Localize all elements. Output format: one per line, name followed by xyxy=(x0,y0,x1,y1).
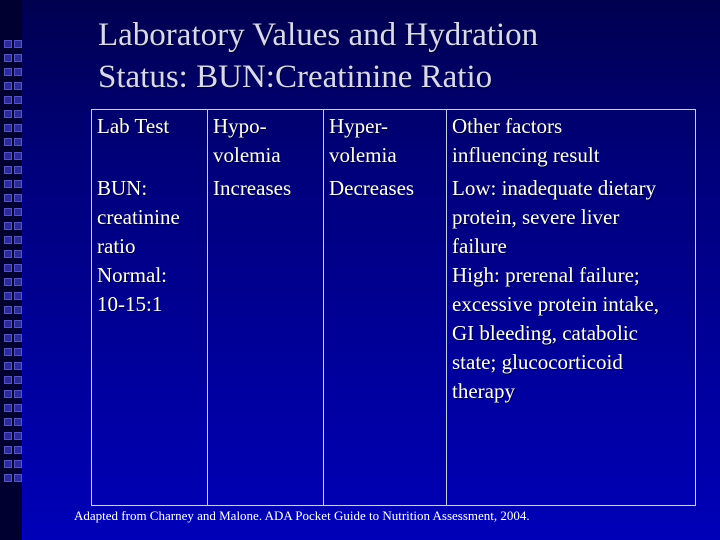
decorative-square xyxy=(14,82,22,90)
decorative-square xyxy=(14,152,22,160)
header-hypervolemia-line-2: volemia xyxy=(329,143,397,167)
decorative-square xyxy=(14,278,22,286)
decorative-square xyxy=(14,222,22,230)
other-factors-line-5: excessive protein intake, xyxy=(452,292,660,316)
header-other-factors-line-2: influencing result xyxy=(452,143,600,167)
table-row xyxy=(92,172,696,506)
square-bullets-column-right xyxy=(14,40,23,488)
decorative-square xyxy=(4,362,12,370)
decorative-square xyxy=(14,180,22,188)
decorative-square xyxy=(14,250,22,258)
decorative-square xyxy=(14,404,22,412)
header-other-factors xyxy=(447,110,696,173)
hypervolemia-value: Decreases xyxy=(329,176,415,200)
decorative-square xyxy=(4,432,12,440)
cell-hypervolemia xyxy=(324,172,447,506)
decorative-square xyxy=(14,418,22,426)
other-factors-line-8: therapy xyxy=(452,379,515,403)
decorative-square xyxy=(14,236,22,244)
decorative-square xyxy=(4,236,12,244)
decorative-square xyxy=(4,138,12,146)
decorative-square xyxy=(4,152,12,160)
decorative-square xyxy=(14,208,22,216)
lab-test-line-4: Normal: xyxy=(97,263,167,287)
cell-hypovolemia xyxy=(208,172,324,506)
decorative-square xyxy=(4,292,12,300)
decorative-square xyxy=(14,474,22,482)
decorative-square xyxy=(14,334,22,342)
decorative-square xyxy=(14,348,22,356)
decorative-square xyxy=(4,404,12,412)
decorative-square xyxy=(14,362,22,370)
decorative-sidebar xyxy=(0,0,22,540)
decorative-square xyxy=(4,110,12,118)
decorative-square xyxy=(4,222,12,230)
decorative-square xyxy=(14,390,22,398)
slide-title-line-2: Status: BUN:Creatinine Ratio xyxy=(98,59,493,95)
other-factors-line-1: Low: inadequate dietary xyxy=(452,176,657,200)
decorative-square xyxy=(4,166,12,174)
decorative-square xyxy=(14,376,22,384)
square-bullets-column-left xyxy=(4,40,13,488)
hypovolemia-value: Increases xyxy=(213,176,292,200)
decorative-square xyxy=(4,208,12,216)
cell-other-factors xyxy=(447,172,696,506)
other-factors-line-4: High: prerenal failure; xyxy=(452,263,640,287)
lab-values-table xyxy=(91,109,696,506)
decorative-square xyxy=(4,250,12,258)
decorative-square xyxy=(14,138,22,146)
decorative-square xyxy=(4,180,12,188)
decorative-square xyxy=(14,446,22,454)
header-lab-test-line-1: Lab Test xyxy=(97,114,170,138)
lab-test-line-5: 10-15:1 xyxy=(97,292,163,316)
citation-footnote: Adapted from Charney and Malone. ADA Pocket Guide to Nutrition Assessment, 2004. xyxy=(74,508,530,523)
cell-lab-test xyxy=(92,172,208,506)
decorative-square xyxy=(14,320,22,328)
header-hypovolemia-line-2: volemia xyxy=(213,143,281,167)
header-hypervolemia xyxy=(324,110,447,173)
decorative-square xyxy=(14,40,22,48)
decorative-square xyxy=(14,124,22,132)
decorative-square xyxy=(14,110,22,118)
decorative-square xyxy=(14,292,22,300)
slide-title-line-1: Laboratory Values and Hydration xyxy=(98,17,539,53)
lab-test-line-3: ratio xyxy=(97,234,136,258)
decorative-square xyxy=(14,166,22,174)
decorative-square xyxy=(4,306,12,314)
header-hypovolemia-line-1: Hypo- xyxy=(213,114,267,138)
decorative-square xyxy=(4,82,12,90)
lab-test-line-2: creatinine xyxy=(97,205,180,229)
table-header-row xyxy=(92,110,696,173)
decorative-square xyxy=(4,376,12,384)
decorative-square xyxy=(4,264,12,272)
decorative-square xyxy=(4,320,12,328)
decorative-square xyxy=(14,68,22,76)
decorative-square xyxy=(14,54,22,62)
decorative-square xyxy=(4,348,12,356)
decorative-square xyxy=(14,194,22,202)
decorative-square xyxy=(14,96,22,104)
decorative-square xyxy=(14,264,22,272)
decorative-square xyxy=(4,40,12,48)
decorative-square xyxy=(4,68,12,76)
other-factors-line-2: protein, severe liver xyxy=(452,205,620,229)
header-lab-test xyxy=(92,110,208,173)
decorative-square xyxy=(14,460,22,468)
decorative-square xyxy=(4,96,12,104)
decorative-square xyxy=(14,432,22,440)
decorative-square xyxy=(4,418,12,426)
decorative-square xyxy=(4,54,12,62)
decorative-square xyxy=(4,278,12,286)
decorative-square xyxy=(4,460,12,468)
decorative-square xyxy=(14,306,22,314)
header-hypovolemia xyxy=(208,110,324,173)
header-hypervolemia-line-1: Hyper- xyxy=(329,114,389,138)
decorative-square xyxy=(4,390,12,398)
decorative-square xyxy=(4,334,12,342)
decorative-square xyxy=(4,474,12,482)
other-factors-line-6: GI bleeding, catabolic xyxy=(452,321,639,345)
decorative-square xyxy=(4,446,12,454)
lab-test-line-1: BUN: xyxy=(97,176,148,200)
slide-title xyxy=(98,14,698,98)
decorative-square xyxy=(4,194,12,202)
other-factors-line-7: state; glucocorticoid xyxy=(452,350,623,374)
decorative-square xyxy=(4,124,12,132)
other-factors-line-3: failure xyxy=(452,234,507,258)
header-other-factors-line-1: Other factors xyxy=(452,114,563,138)
